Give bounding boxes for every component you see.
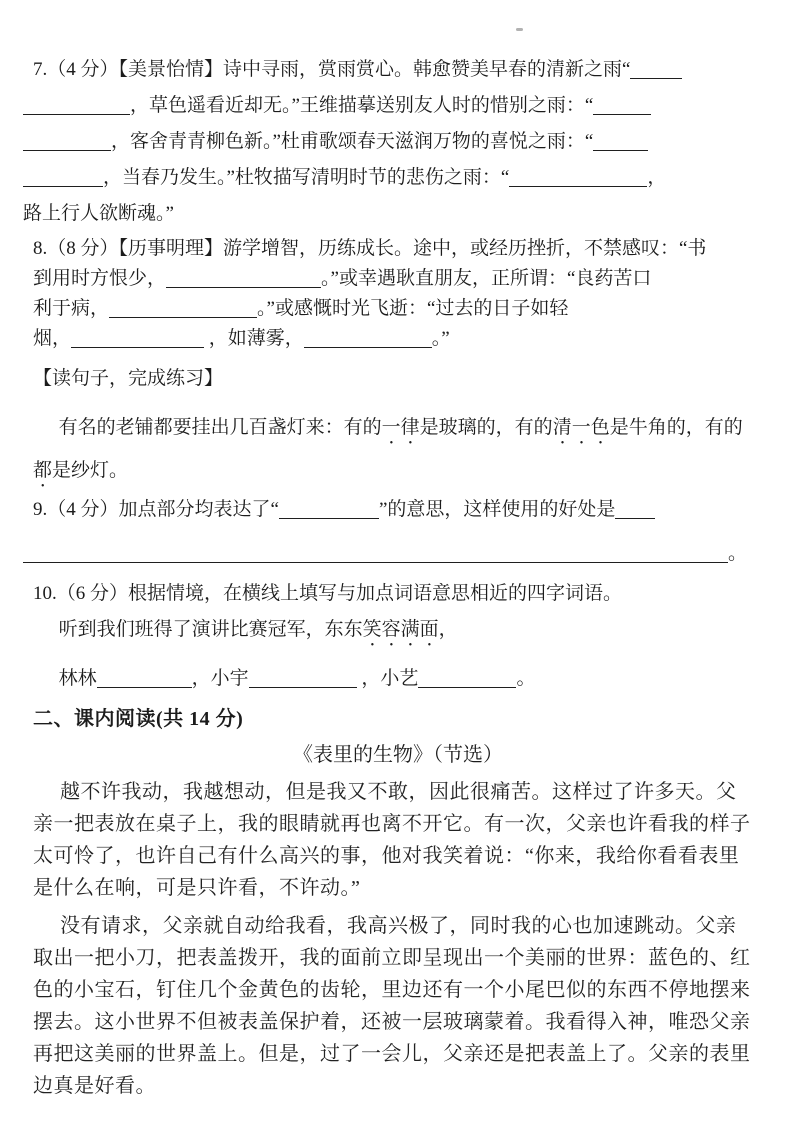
text-run: ，客舍青青柳色新。”杜甫歌颂春天滋润万物的喜悦之雨：“	[111, 131, 594, 152]
text-line	[33, 264, 773, 294]
text-line	[33, 942, 773, 974]
text-run: 没有请求，父亲就自动给我看，我高兴极了，同时我的心也加速跳动。父亲	[60, 915, 737, 937]
text-line	[33, 449, 773, 492]
text-run: 是牛角的，有的	[609, 417, 743, 438]
text-line	[33, 52, 773, 88]
text-run: 。	[728, 543, 748, 564]
text-run: ，当春乃发生。”杜牧描写清明时节的悲伤之雨：“	[103, 167, 510, 188]
text-line	[33, 1006, 773, 1038]
text-run: 取出一把小刀，把表盖拨开，我的面前立即呈现出一个美丽的世界：蓝色的、红	[33, 947, 751, 969]
text-run: ，	[438, 619, 458, 640]
text-line	[33, 294, 773, 324]
text-line	[33, 910, 773, 942]
emphasized-word: 一律	[381, 417, 420, 438]
text-line	[23, 88, 773, 124]
answer-blank[interactable]	[166, 268, 321, 288]
answer-blank[interactable]	[71, 328, 204, 348]
text-run: 。”或幸遇耿直朋友，正所谓：“良药苦口	[321, 268, 652, 289]
text-run: 是纱灯。	[52, 460, 129, 481]
answer-blank[interactable]	[109, 298, 257, 318]
instruction-text: 【读句子，完成练习】	[33, 368, 224, 389]
text-run: 10.（6 分）根据情境，在横线上填写与加点词语意思相近的四字词语。	[33, 583, 623, 604]
text-run: 有名的老铺都要挂出几百盏灯来：有的	[58, 417, 382, 438]
text-line	[33, 612, 773, 651]
reading-title	[23, 740, 773, 770]
text-line	[33, 1038, 773, 1070]
text-run: 再把这美丽的世界盖上。但是，过了一会儿，父亲还是把表盖上了。父亲的表里	[33, 1043, 751, 1065]
text-line	[23, 124, 773, 160]
scan-speck	[516, 28, 523, 31]
text-run: 色的小宝石，钉住几个金黄色的齿轮，里边还有一个小尾巴似的东西不停地摆来	[33, 979, 751, 1001]
answer-blank[interactable]	[97, 668, 192, 688]
emphasized-word: 笑容满面	[362, 619, 439, 640]
text-run: 9.（4 分）加点部分均表达了“	[33, 499, 279, 520]
text-line	[33, 576, 773, 612]
answer-blank[interactable]	[593, 95, 651, 115]
text-run: 是什么在响，可是只许看，不许动。”	[33, 877, 361, 899]
answer-blank[interactable]	[615, 499, 655, 519]
text-run: 林林	[58, 668, 97, 689]
text-line	[33, 234, 773, 264]
text-run: 8.（8 分）【历事明理】游学增智，历练成长。途中，或经历挫折，不禁感叹：“书	[33, 238, 707, 259]
text-run: 亲一把表放在桌子上，我的眼睛就再也离不开它。有一次，父亲也许看我的样子	[33, 813, 751, 835]
text-line	[33, 776, 773, 808]
answer-blank[interactable]	[23, 95, 130, 115]
question-7	[23, 52, 773, 232]
lantern-sentence	[23, 406, 773, 492]
answer-blank[interactable]	[23, 167, 103, 187]
text-run: 路上行人欲断魂。”	[23, 203, 174, 224]
answer-blank[interactable]	[23, 131, 111, 151]
text-line	[33, 495, 773, 525]
answer-blank[interactable]	[279, 499, 379, 519]
text-run: 是玻璃的，有的	[419, 417, 553, 438]
text-line	[33, 324, 773, 354]
text-run: 越不许我动，我越想动，但是我又不敢，因此很痛苦。这样过了许多天。父	[60, 781, 737, 803]
text-line	[33, 872, 773, 904]
text-line	[33, 840, 773, 872]
text-line	[33, 1070, 773, 1102]
answer-blank[interactable]	[304, 328, 432, 348]
read-sentence-instruction	[23, 366, 773, 392]
text-run: 7.（4 分）【美景怡情】诗中寻雨，赏雨赏心。韩愈赞美早春的清新之雨“	[33, 59, 631, 80]
emphasized-word: 都	[33, 460, 53, 481]
text-run: 听到我们班得了演讲比赛冠军，东东	[58, 619, 363, 640]
text-run: 太可怜了，也许自己有什么高兴的事，他对我笑着说：“你来，我给你看看表里	[33, 845, 740, 867]
text-line	[33, 974, 773, 1006]
question-9	[23, 495, 773, 569]
section-2-heading	[23, 704, 773, 734]
text-run: 。	[516, 668, 536, 689]
text-run: ，	[647, 167, 667, 188]
text-run: ，草色遥看近却无。”王维描摹送别友人时的惜别之雨：“	[130, 95, 594, 116]
answer-blank[interactable]	[593, 131, 648, 151]
text-run: ，小宇	[191, 668, 249, 689]
question-8	[23, 234, 773, 354]
text-line	[33, 808, 773, 840]
answer-blank[interactable]	[509, 167, 647, 187]
reading-title-text: 《表里的生物》（节选）	[293, 744, 503, 766]
answer-blank[interactable]	[23, 543, 728, 563]
reading-paragraph-2	[23, 910, 773, 1102]
text-run: 。”或感慨时光飞逝：“过去的日子如轻	[257, 298, 569, 319]
text-run: 利于病，	[33, 298, 110, 319]
text-run: 到用时方恨少，	[33, 268, 167, 289]
emphasized-word: 清一色	[552, 417, 610, 438]
text-run: ，如薄雾，	[204, 328, 304, 349]
text-run: ，小艺	[356, 668, 419, 689]
answer-blank[interactable]	[630, 59, 682, 79]
text-run: 边真是好看。	[33, 1075, 156, 1097]
text-line	[33, 406, 773, 449]
text-line	[23, 196, 773, 232]
text-line	[23, 539, 773, 569]
text-line	[23, 160, 773, 196]
text-run: 烟，	[33, 328, 72, 349]
text-run: 。”	[431, 328, 450, 349]
text-line	[33, 661, 773, 697]
section-heading-text: 二、课内阅读(共 14 分)	[33, 708, 244, 730]
question-10	[23, 576, 773, 697]
text-run: 摆去。这小世界不但被表盖保护着，还被一层玻璃蒙着。我看得入神，唯恐父亲	[33, 1011, 751, 1033]
answer-blank[interactable]	[249, 668, 357, 688]
text-run: ”的意思，这样使用的好处是	[378, 499, 616, 520]
answer-blank[interactable]	[418, 668, 516, 688]
reading-paragraph-1	[23, 776, 773, 904]
